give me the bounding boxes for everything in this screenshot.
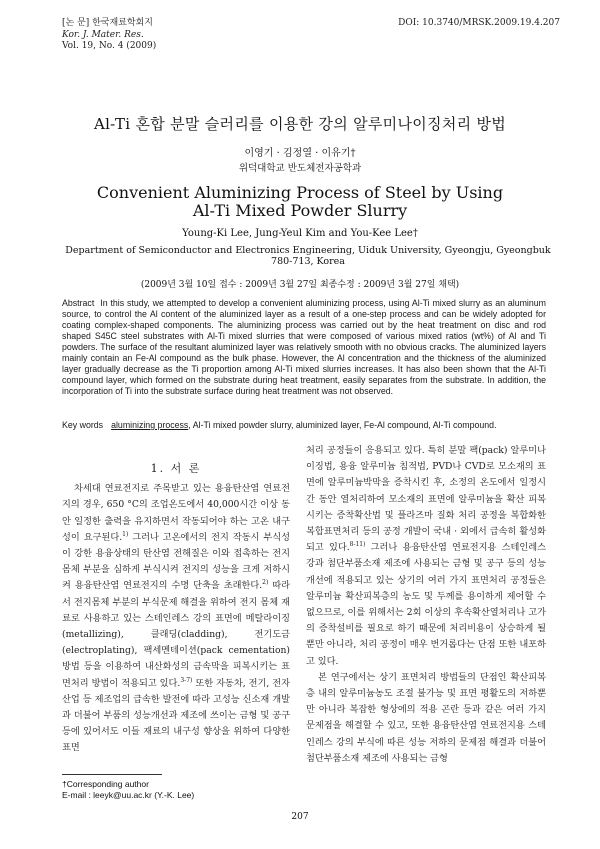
journal-volume: Vol. 19, No. 4 (2009)	[62, 41, 157, 51]
affiliation-english: Department of Semiconductor and Electronics Engineering, Uiduk University, Gyeongju, Gyeongbuk 780-713, Korea	[65, 245, 551, 267]
citation: 2)	[262, 579, 269, 587]
footnote	[62, 779, 194, 801]
keywords-rest: , Al-Ti mixed powder slurry, aluminized layer, Fe-Al compound, Al-Ti compound.	[188, 420, 497, 430]
authors-korean: 이영기 · 김정열 · 이유기†	[244, 148, 356, 159]
title-korean: Al-Ti 혼합 분말 슬러리를 이용한 강의 알루미나이징처리 방법	[93, 115, 507, 133]
paragraph-text: 따라서 전지몸체 부분의 부식문제 해결을 위하여 전지 몸체 재료로 사용하고 있는 스테인레스 강의 표면에 메탈라이징(metallizing), 클래딩(cladding), 전기도금(electroplating), 팩세멘테이션(pack cementation) 방법 등을 이용하여 내산화성의 금속막을 피복시키는 표면처리 방법이 적용되고 있다.	[62, 580, 291, 689]
body-left-column	[62, 461, 290, 757]
author-email: E-mail : leeyk@uu.ac.kr (Y.-K. Lee)	[62, 790, 195, 800]
body-right-column	[306, 443, 546, 767]
abstract-text: In this study, we attempted to develop a convenient aluminizing process, using Al-Ti mixed slurry as an aluminum source, to control the Al content of the aluminized layer as a result of a one-step process and can be widely adopted for coating complex-shaped components. The aluminizing process was carried out by the heat treatment on disc and rod shaped S45C steel substrates with Al-Ti mixed slurries that were composed of various mixed ratios (wt%) of Al and Ti powders. The surface of the resultant aluminized layer was relatively smooth with no obvious cracks. The aluminized layers mainly contain an Fe-Al compound as the bulk phase. However, the Al concentration and the thickness of the aluminized layer gradually decrease as the Ti proportion among Al-Ti mixed slurries increases. It has also been shown that the Al-Ti compound layer, which formed on the substrate during heat treatment, easily separates from the substrate. In addition, the incorporation of Ti into the substrate surface during heat treatment was not observed.	[62, 298, 546, 396]
doi: DOI: 10.3740/MRSK.2009.19.4.207	[398, 18, 560, 28]
corresponding-author: †Corresponding author	[62, 779, 149, 789]
paragraph-text: 그러나 고온에서의 전지 작동시 부식성이 강한 용융상태의 탄산염 전해질은 이와 접촉하는 전지몸체 부분을 심하게 부식시켜 전지의 성능을 크게 저하시켜 용융탄산염 연료전지의 수명 단축을 초래한다.	[62, 531, 291, 592]
paragraph: 본 연구에서는 상기 표면처리 방법들의 단점인 확산피복층 내의 알루미늄농도 조절 불가능 및 표면 평활도의 저하뿐만 아니라 복잡한 형상에의 적용 곤란 등과 같은 여러 가지 문제점을 해결할 수 있고, 또한 용융탄산염 연료전지용 스테인레스 강의 부식에 따른 성능 저하의 문제점 해결과 더불어 첨단부품소재 제조에 사용되는 금형	[306, 671, 546, 764]
title-english-line2: Al-Ti Mixed Powder Slurry	[192, 201, 408, 220]
paragraph-text: 또한 자동차, 전기, 전자산업 등 제조업의 급속한 발전에 따라 고성능 신소재 개발과 더불어 부품의 성능개선과 제조에 쓰이는 금형 및 공구 등에 있어서도 이들 재료의 내구성 향상을 위하여 다양한 표면	[62, 677, 290, 754]
paragraph-text: 처리 공정들이 응용되고 있다. 특히 분말 팩(pack) 알루미나이징법, 용융 알루미늄 침적법, PVD나 CVD로 모소재의 표면에 알루미늄박막을 증착시킨 후, 소정의 온도에서 일정시간 동안 열처리하여 모소재의 표면에 알루미늄을 확산 피복시키는 증착확산법 및 플라즈마 질화 처리 공정을 복합화한 복합표면처리 등의 공정 개발이 국내 · 외에서 급속히 활성화되고 있다.	[306, 445, 546, 554]
footnote-divider	[62, 774, 162, 775]
page-number: 207	[291, 812, 309, 822]
paragraph	[306, 443, 546, 670]
keyword-first: aluminizing process	[111, 420, 189, 430]
submission-dates: (2009년 3월 10일 접수 : 2009년 3월 27일 최종수정 : 2009년 3월 27일 채택)	[140, 280, 460, 290]
abstract-label: Abstract	[62, 298, 95, 308]
journal-name-en: Kor. J. Mater. Res.	[62, 29, 144, 40]
abstract	[62, 298, 546, 397]
keywords	[62, 420, 546, 431]
title-english	[0, 184, 600, 220]
journal-info	[62, 18, 156, 53]
section-heading: 1. 서 론	[150, 462, 202, 475]
authors-english: Young-Ki Lee, Jung-Yeul Kim and You-Kee Lee†	[182, 228, 418, 239]
citation: 1)	[122, 530, 129, 538]
citation: 3-7)	[180, 676, 193, 684]
affiliation-korean: 위덕대학교 반도체전자공학과	[238, 163, 362, 174]
paragraph-text: 차세대 연료전지로 주목받고 있는 용융탄산염 연료전지의 경우, 650 °C의 조업온도에서 40,000시간 이상 동안 일정한 출력을 유지하면서 작동되어야 하는 고온 내구성이 요구된다.	[62, 483, 290, 543]
keywords-label: Key words	[62, 420, 104, 430]
title-english-line1: Convenient Aluminizing Process of Steel by Using	[96, 183, 504, 202]
journal-name-kr: [논 문] 한국재료학회지	[62, 18, 153, 28]
paragraph-text: 그러나 용융탄산염 연료전지용 스테인레스 강과 첨단부품소재 제조에 사용되는 금형 및 공구 등의 성능 개선에 적용되고 있는 상기의 여러 가지 표면처리 공정들은 알루미늄 확산피복층의 농도 및 두께를 용이하게 제어할 수 없으므로, 이를 위해서는 2회 이상의 후속확산열처리나 고가의 증착설비를 필요로 하기 때문에 처리비용이 상승하게 될 뿐만 아니라, 처리 공정이 매우 번거롭다는 단점 또한 내포하고 있다.	[306, 542, 546, 667]
paragraph	[62, 481, 290, 756]
citation: 8-11)	[349, 541, 366, 549]
